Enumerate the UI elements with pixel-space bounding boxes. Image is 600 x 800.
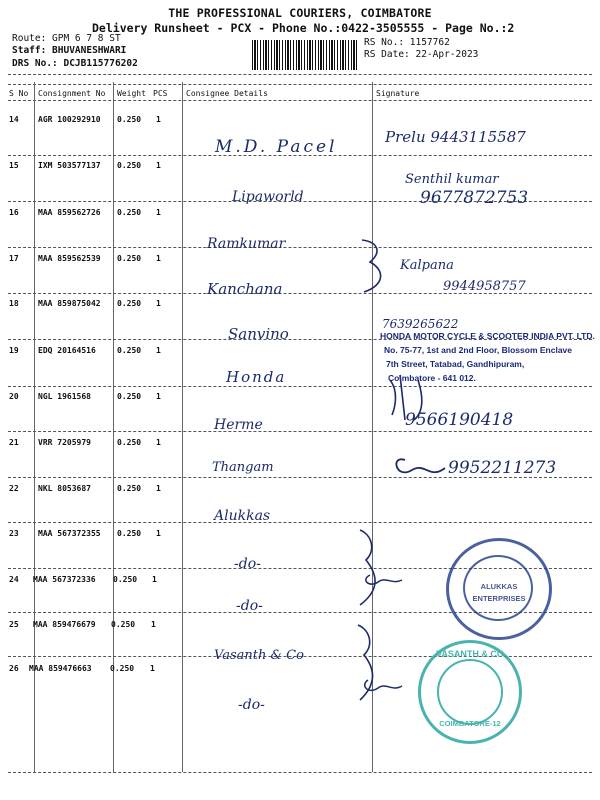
company-stamp-line: No. 75-77, 1st and 2nd Floor, Blossom Enclave <box>384 345 573 355</box>
signature-stroke <box>366 575 402 584</box>
row-pcs: 1 <box>150 664 155 673</box>
row-consignment: NGL 1961568 <box>38 392 91 401</box>
row-consignment: AGR 100292910 <box>38 115 101 124</box>
seal-text: COIMBATORE-12 <box>439 719 501 728</box>
handwritten-consignee: -do- <box>236 598 263 614</box>
company-seal <box>418 640 522 744</box>
handwritten-consignee: Sanvino <box>228 325 289 343</box>
row-weight: 0.250 <box>117 529 142 538</box>
handwritten-consignee: Lipaworld <box>232 189 304 205</box>
handwritten-consignee: Honda <box>226 368 287 386</box>
staff-label: Staff: BHUVANESHWARI <box>12 45 127 56</box>
drs-number: DRS No.: DCJB115776202 <box>12 58 138 69</box>
handwritten-signature: Kalpana <box>400 258 454 273</box>
barcode <box>252 40 357 70</box>
col-header-weight: Weight <box>117 89 146 98</box>
handwritten-consignee: M.D. Pacel <box>215 137 338 157</box>
row-weight: 0.250 <box>117 161 142 170</box>
seal-text: VASANTH & CO <box>436 649 504 659</box>
row-pcs: 1 <box>156 484 161 493</box>
row-consignment: MAA 859476663 <box>29 664 92 673</box>
signature-stroke <box>396 459 445 472</box>
header-rule <box>8 84 592 85</box>
row-weight: 0.250 <box>113 575 138 584</box>
handwritten-signature: 9566190418 <box>405 410 514 430</box>
row-sno: 26 <box>9 664 19 673</box>
row-weight: 0.250 <box>117 346 142 355</box>
row-pcs: 1 <box>156 254 161 263</box>
row-consignment: IXM 503577137 <box>38 161 101 170</box>
handwritten-signature: Prelu 9443115587 <box>385 128 526 146</box>
handwritten-signature: 9677872753 <box>420 188 529 208</box>
row-weight: 0.250 <box>117 484 142 493</box>
row-consignment: MAA 859875042 <box>38 299 101 308</box>
row-consignment: MAA 859476679 <box>33 620 96 629</box>
col-header-pcs: PCS <box>153 89 168 98</box>
row-sno: 19 <box>9 346 19 355</box>
handwritten-consignee: -do- <box>238 697 265 713</box>
row-sno: 20 <box>9 392 19 401</box>
row-pcs: 1 <box>156 208 161 217</box>
row-sno: 21 <box>9 438 19 447</box>
handwritten-consignee: Thangam <box>212 460 274 475</box>
handwritten-signature: Senthil kumar <box>405 172 499 187</box>
col-header-consignee: Consignee Details <box>186 89 268 98</box>
row-sno: 15 <box>9 161 19 170</box>
brace-mark <box>360 530 375 605</box>
company-title: THE PROFESSIONAL COURIERS, COIMBATORE <box>168 6 432 20</box>
row-consignment: VRR 7205979 <box>38 438 91 447</box>
col-header-consignment: Consignment No <box>38 89 106 98</box>
header-rule <box>8 74 592 75</box>
row-sno: 14 <box>9 115 19 124</box>
row-rule <box>8 772 592 773</box>
col-header-sno: S No <box>9 89 29 98</box>
row-sno: 18 <box>9 299 19 308</box>
row-pcs: 1 <box>156 299 161 308</box>
row-consignment: EDQ 20164516 <box>38 346 96 355</box>
handwritten-signature: 7639265622 <box>382 317 459 331</box>
handwritten-consignee: Herme <box>214 417 263 433</box>
row-pcs: 1 <box>152 575 157 584</box>
row-sno: 22 <box>9 484 19 493</box>
handwritten-consignee: -do- <box>234 556 261 572</box>
row-weight: 0.250 <box>111 620 136 629</box>
row-sno: 25 <box>9 620 19 629</box>
row-weight: 0.250 <box>117 254 142 263</box>
handwritten-consignee: Vasanth & Co <box>214 648 304 663</box>
handwritten-consignee: Ramkumar <box>207 236 286 252</box>
row-weight: 0.250 <box>117 208 142 217</box>
row-pcs: 1 <box>156 115 161 124</box>
handwritten-signature: 9944958757 <box>443 279 526 294</box>
header-rule <box>8 100 592 101</box>
row-weight: 0.250 <box>117 392 142 401</box>
row-consignment: NKL 8053687 <box>38 484 91 493</box>
handwritten-consignee: Alukkas <box>214 508 271 524</box>
column-divider <box>182 82 183 772</box>
rs-date: RS Date: 22-Apr-2023 <box>364 49 479 60</box>
row-consignment: MAA 567372336 <box>33 575 96 584</box>
row-sno: 16 <box>9 208 19 217</box>
brace-mark <box>362 240 381 292</box>
row-weight: 0.250 <box>117 299 142 308</box>
row-pcs: 1 <box>151 620 156 629</box>
company-seal <box>446 538 552 640</box>
row-pcs: 1 <box>156 392 161 401</box>
seal-inner-ring <box>437 659 503 725</box>
row-consignment: MAA 567372355 <box>38 529 101 538</box>
row-sno: 23 <box>9 529 19 538</box>
handwritten-signature: 9952211273 <box>448 458 557 478</box>
row-weight: 0.250 <box>110 664 135 673</box>
company-stamp-line: 7th Street, Tatabad, Gandhipuram, <box>386 359 525 369</box>
row-sno: 24 <box>9 575 19 584</box>
company-stamp-line: Coimbatore - 641 012. <box>388 373 476 383</box>
row-weight: 0.250 <box>117 438 142 447</box>
row-pcs: 1 <box>156 529 161 538</box>
row-weight: 0.250 <box>117 115 142 124</box>
row-pcs: 1 <box>156 438 161 447</box>
handwritten-consignee: Kanchana <box>207 280 283 298</box>
company-stamp-line: HONDA MOTOR CYCLE & SCOOTER INDIA PVT. LTD. <box>380 331 595 341</box>
route-label: Route: GPM 6 7 8 ST <box>12 33 121 44</box>
runsheet-subtitle: Delivery Runsheet - PCX - Phone No.:0422-3505555 - Page No.:2 <box>92 21 515 35</box>
row-pcs: 1 <box>156 346 161 355</box>
rs-number: RS No.: 1157762 <box>364 37 450 48</box>
seal-text: ALUKKAS ENTERPRISES <box>472 582 526 603</box>
row-consignment: MAA 859562726 <box>38 208 101 217</box>
row-consignment: MAA 859562539 <box>38 254 101 263</box>
col-header-signature: Signature <box>376 89 420 98</box>
brace-mark <box>358 625 373 700</box>
row-pcs: 1 <box>156 161 161 170</box>
row-sno: 17 <box>9 254 19 263</box>
